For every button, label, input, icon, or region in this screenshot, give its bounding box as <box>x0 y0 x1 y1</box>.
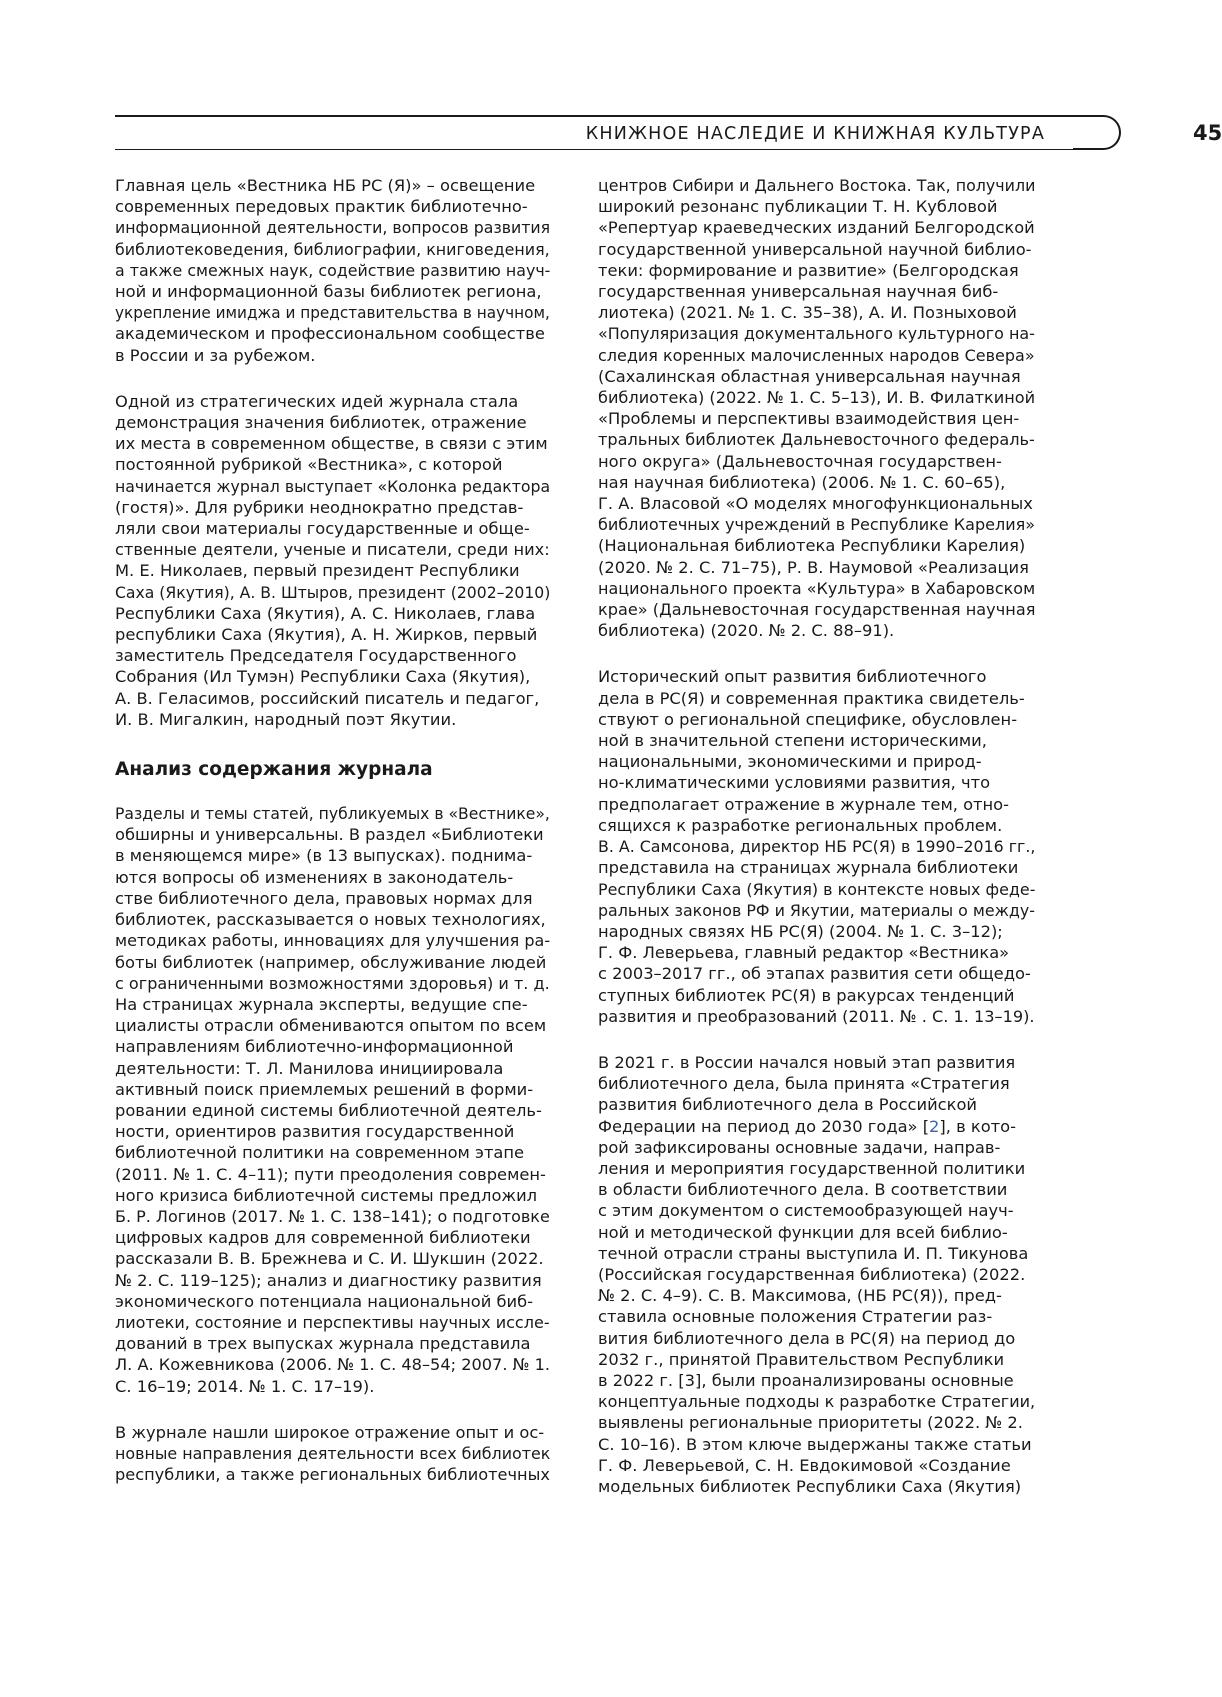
text-line: ности, ориентиров развития государственной <box>115 1122 515 1142</box>
text-line: рассказали В. В. Брежнева и С. И. Шукшин (2022. <box>115 1249 544 1269</box>
text-line: «Репертуар краеведческих изданий Белгородской <box>598 218 1035 238</box>
text-line: библиотековедения, библиографии, книговедения, <box>115 239 550 259</box>
paragraph-continued <box>598 1137 1035 1497</box>
text-line: крае» (Дальневосточная государственная научная <box>598 600 1036 620</box>
text-line: дела в РС(Я) и современная практика свидетель- <box>598 688 1025 708</box>
text-line: ления и мероприятия государственной политики <box>598 1158 1026 1178</box>
paragraph <box>598 666 1035 1026</box>
text-line: цифровых кадров для современной библиотеки <box>115 1228 531 1248</box>
paragraph <box>115 1422 550 1486</box>
text-line: Г. Ф. Леверьева, главный редактор «Вестника» <box>598 943 1010 963</box>
text-line: демонстрация значения библиотек, отражение <box>115 413 527 433</box>
text-line: библиотечного дела, была принята «Стратегия <box>598 1074 1010 1094</box>
text-line: методиках работы, инновациях для улучшения ра- <box>115 931 551 951</box>
text-line: библиотека) (2020. № 2. С. 88–91). <box>598 621 895 641</box>
paragraph <box>115 803 550 1397</box>
section-title: КНИЖНОЕ НАСЛЕДИЕ И КНИЖНАЯ КУЛЬТУРА <box>585 124 1045 144</box>
text-line: ставила основные положения Стратегии раз- <box>598 1307 993 1327</box>
text-line: (2020. № 2. С. 71–75), Р. В. Наумовой «Реализация <box>598 557 1029 577</box>
text-line: теки: формирование и развитие» (Белгородская <box>598 260 1019 280</box>
text-line: (Национальная библиотека Республики Карелия) <box>598 536 1026 556</box>
text-line: В. А. Самсонова, директор НБ РС(Я) в 1990–2016 гг., <box>598 837 1036 857</box>
text-line: течной отрасли страны выступила И. П. Тикунова <box>598 1243 1029 1263</box>
text-line: библиотечных учреждений в Республике Карелия» <box>598 515 1036 535</box>
text-line: ная научная библиотека) (2006. № 1. С. 60–65), <box>598 472 1006 492</box>
text-line: республики Саха (Якутия), А. Н. Жирков, первый <box>115 625 538 645</box>
text-line: активный поиск приемлемых решений в форми- <box>115 1079 534 1099</box>
left-column <box>115 175 550 1485</box>
text-line: направлениям библиотечно-информационной <box>115 1037 514 1057</box>
text-line: их места в современном обществе, в связи с этим <box>115 434 548 454</box>
text-line: М. Е. Николаев, первый президент Республики <box>115 561 520 581</box>
text-line: предполагает отражение в журнале тем, отно- <box>598 794 1009 814</box>
text-line: А. В. Геласимов, российский писатель и педагог, <box>115 688 540 708</box>
text-line: ствуют о региональной специфике, обусловлен- <box>598 709 1018 729</box>
text-line: ются вопросы об изменениях в законодатель- <box>115 867 514 887</box>
text-line: информационной деятельности, вопросов развития <box>115 218 551 238</box>
text-line: ровании единой системы библиотечной деятель- <box>115 1100 542 1120</box>
text-line: (гостя)». Для рубрики неоднократно представ- <box>115 497 524 517</box>
text-line: обширны и универсальны. В раздел «Библиотеки <box>115 825 544 845</box>
header-bottom-rule <box>115 149 1095 150</box>
text-line: в России и за рубежом. <box>115 345 316 365</box>
paragraph <box>598 175 1035 641</box>
paragraph <box>598 1052 1035 1137</box>
text-line: В журнале нашли широкое отражение опыт и ос- <box>115 1422 545 1442</box>
text-line: Республики Саха (Якутия), А. С. Николаев, глава <box>115 603 536 623</box>
text-line: «Популяризация документального культурного на- <box>598 324 1035 344</box>
text-line: экономического потенциала национальной биб- <box>115 1291 533 1311</box>
text-line: Г. А. Власовой «О моделях многофункциональных <box>598 494 1033 514</box>
text-line: развития библиотечного дела в Российской <box>598 1095 977 1115</box>
text-line: стве библиотечного дела, правовых нормах для <box>115 888 533 908</box>
text-line: тральных библиотек Дальневосточного федераль- <box>598 430 1035 450</box>
text-fragment: Федерации на период до 2030 года» [ <box>598 1116 930 1136</box>
text-line: (Российская государственная библиотека) (2022. <box>598 1264 1026 1284</box>
text-line: ного округа» (Дальневосточная государствен- <box>598 451 1002 471</box>
text-line: центров Сибири и Дальнего Востока. Так, получили <box>598 176 1036 195</box>
text-line: ляли свои материалы государственные и обще- <box>115 519 530 539</box>
reference-link[interactable]: 2 <box>929 1116 940 1136</box>
text-line: И. В. Мигалкин, народный поэт Якутии. <box>115 709 457 729</box>
text-line: постоянной рубрикой «Вестника», с которой <box>115 455 503 475</box>
text-line: государственная универсальная научная биб- <box>598 282 999 302</box>
text-line: государственной универсальной научной библио- <box>598 239 1032 259</box>
text-line: но-климатическими условиями развития, что <box>598 773 991 793</box>
text-line: ной и информационной базы библиотек региона, <box>115 282 542 302</box>
text-line: следия коренных малочисленных народов Севера» <box>598 345 1035 365</box>
text-line: вития библиотечного дела в РС(Я) на период до <box>598 1328 1016 1348</box>
text-line: ной в значительной степени историческими, <box>598 731 987 751</box>
text-line: в меняющемся мире» (в 13 выпусках). поднима- <box>115 846 533 866</box>
text-line: новные направления деятельности всех библиотек <box>115 1443 551 1463</box>
text-fragment: ], в кото- <box>939 1116 1016 1136</box>
text-line: сящихся к разработке региональных проблем. <box>598 815 1003 835</box>
text-line: Разделы и темы статей, публикуемых в «Вестнике», <box>115 804 550 824</box>
text-line: С. 16–19; 2014. № 1. С. 17–19). <box>115 1376 375 1396</box>
text-line: заместитель Председателя Государственного <box>115 646 517 666</box>
text-line: В 2021 г. в России начался новый этап развития <box>598 1052 1016 1072</box>
header-top-rule <box>115 115 1095 117</box>
text-line: ного кризиса библиотечной системы предложил <box>115 1185 538 1205</box>
text-line: (Сахалинская областная универсальная научная <box>598 366 1021 386</box>
text-line: Саха (Якутия), А. В. Штыров, президент (2002–2010) <box>115 582 551 602</box>
text-line: деятельности: Т. Л. Манилова инициировала <box>115 1058 504 1078</box>
text-line: Исторический опыт развития библиотечного <box>598 667 987 687</box>
text-line: лиотеки, состояние и перспективы научных иссле- <box>115 1312 550 1332</box>
text-line: ственные деятели, ученые и писатели, среди них: <box>115 540 550 560</box>
text-line: (2011. № 1. С. 4–11); пути преодоления современ- <box>115 1164 546 1184</box>
text-line: рой зафиксированы основные задачи, направ- <box>598 1137 1001 1157</box>
text-line: широкий резонанс публикации Т. Н. Кубловой <box>598 197 998 217</box>
text-line: библиотечной политики на современном этапе <box>115 1143 525 1163</box>
text-line: № 2. С. 119–125); анализ и диагностику развития <box>115 1270 542 1290</box>
text-line: концептуальные подходы к разработке Стратегии, <box>598 1392 1036 1412</box>
paragraph <box>115 391 550 730</box>
paragraph <box>115 175 550 366</box>
text-line: Л. А. Кожевникова (2006. № 1. С. 48–54; 2007. № 1. <box>115 1355 551 1375</box>
text-line: республики, а также региональных библиотечных <box>115 1465 550 1485</box>
text-line: с ограниченными возможностями здоровья) и т. д. <box>115 973 550 993</box>
text-line: с 2003–2017 гг., об этапах развития сети общедо- <box>598 964 1031 984</box>
text-line: а также смежных наук, содействие развитию науч- <box>115 260 551 280</box>
text-line: ральных законов РФ и Якутии, материалы о между- <box>598 900 1035 920</box>
text-line: модельных библиотек Республики Саха (Якутия) <box>598 1476 1022 1496</box>
text-line: современных передовых практик библиотечно- <box>115 197 528 217</box>
text-line: в области библиотечного дела. В соответствии <box>598 1180 1008 1200</box>
page-number: 45 <box>1193 121 1222 145</box>
text-line: Г. Ф. Леверьевой, С. Н. Евдокимовой «Создание <box>598 1455 1011 1475</box>
text-line: 2032 г., принятой Правительством Республики <box>598 1349 1005 1369</box>
text-line: национального проекта «Культура» в Хабаровском <box>598 578 1036 598</box>
text-line: представила на страницах журнала библиотеки <box>598 858 1019 878</box>
section-heading: Анализ содержания журнала <box>115 759 433 781</box>
page-number-tab <box>1073 115 1121 150</box>
text-line: Главная цель «Вестника НБ РС (Я)» – освещение <box>115 176 536 195</box>
text-line: развития и преобразований (2011. № . С. 1. 13–19). <box>598 1006 1035 1026</box>
text-line: циалисты отрасли обмениваются опытом по всем <box>115 1016 547 1036</box>
text-line <box>598 1116 1035 1137</box>
right-column <box>598 175 1035 1497</box>
text-line: ной и методической функции для всей библио- <box>598 1222 1008 1242</box>
text-line: С. 10–16). В этом ключе выдержаны также статьи <box>598 1434 1032 1454</box>
text-line: Одной из стратегических идей журнала стала <box>115 391 519 411</box>
text-line: Собрания (Ил Тумэн) Республики Саха (Якутия), <box>115 667 531 687</box>
text-line: Б. Р. Логинов (2017. № 1. С. 138–141); о подготовке <box>115 1206 550 1226</box>
running-header <box>115 115 1222 155</box>
text-line: лиотека) (2021. № 1. С. 35–38), А. И. Позныховой <box>598 303 1017 323</box>
text-line: академическом и профессиональном сообществе <box>115 324 545 344</box>
text-line: народных связях НБ РС(Я) (2004. № 1. С. 3–12); <box>598 921 1003 941</box>
text-line: «Проблемы и перспективы взаимодействия цен- <box>598 409 1020 429</box>
text-line: Республики Саха (Якутия) в контексте новых феде- <box>598 879 1036 899</box>
text-line: национальными, экономическими и природ- <box>598 752 982 772</box>
text-line: боты библиотек (например, обслуживание людей <box>115 952 547 972</box>
text-line: библиотек, рассказывается о новых технологиях, <box>115 910 546 930</box>
text-line: На страницах журнала эксперты, ведущие спе- <box>115 994 528 1014</box>
text-line: начинается журнал выступает «Колонка редактора <box>115 476 551 496</box>
text-line: библиотека) (2022. № 1. С. 5–13), И. В. Филаткиной <box>598 388 1036 408</box>
text-line: дований в трех выпусках журнала представила <box>115 1334 531 1354</box>
text-line: с этим документом о системообразующей науч- <box>598 1201 1014 1221</box>
text-line: выявлены региональные приоритеты (2022. № 2. <box>598 1413 1023 1433</box>
text-line: в 2022 г. [3], были проанализированы основные <box>598 1370 1014 1390</box>
text-line: укрепление имиджа и представительства в научном, <box>115 303 550 323</box>
text-line: ступных библиотек РС(Я) в ракурсах тенденций <box>598 985 1015 1005</box>
text-line: № 2. С. 4–9). С. В. Максимова, (НБ РС(Я)), пред- <box>598 1286 1002 1306</box>
